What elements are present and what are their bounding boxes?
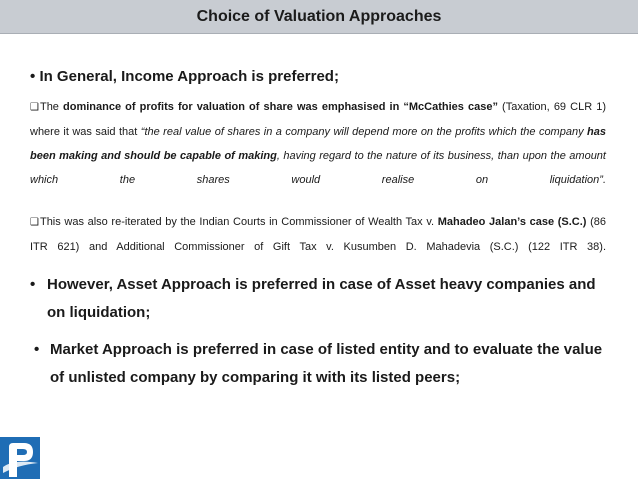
para2-case-name: Mahadeo Jalan’s case (S.C.) <box>437 216 587 228</box>
bullet-asset-text: However, Asset Approach is preferred in case of Asset heavy companies and on liquidation; <box>47 276 596 321</box>
checkbox-bullet-icon: ❑ <box>30 102 39 113</box>
para1-quote-end: , having regard to the nature of its business, than upon the amount which the shares would realise on liquidation”. <box>30 150 606 186</box>
bullet-asset-approach <box>30 271 606 327</box>
para1-citation: (Taxation, 69 CLR 1) where it was said that <box>30 101 607 138</box>
bullet-icon: • <box>34 341 40 358</box>
para1-lead: The <box>39 101 64 113</box>
slide-title: Choice of Valuation Approaches <box>196 7 442 25</box>
bullet-icon: • <box>30 276 36 293</box>
intro-text: In General, Income Approach is preferred; <box>39 68 339 85</box>
paragraph-mccathies <box>30 95 606 192</box>
intro-heading <box>30 68 606 85</box>
paragraph-indian-courts <box>30 210 606 259</box>
slide-content <box>30 68 606 401</box>
bullet-icon: • <box>30 68 36 85</box>
para1-quote: “the real value of shares in a company will depend more on the profits which the company <box>140 126 588 138</box>
company-logo-icon <box>0 437 40 479</box>
title-bar <box>0 0 638 34</box>
para2-lead: This was also re-iterated by the Indian Courts in Commissioner of Wealth Tax v. <box>39 216 438 228</box>
para1-quote-emphasis: has been making and should be capable of making <box>30 126 606 162</box>
para2-rest: (86 ITR 621) and Additional Commissioner of Gift Tax v. Kusumben D. Mahadevia (S.C.) (122 ITR 38). <box>30 216 606 253</box>
bullet-market-approach <box>30 336 606 392</box>
para1-bold-claim: dominance of profits for valuation of share was emphasised in “McCathies case” <box>63 101 498 113</box>
bullet-market-text: Market Approach is preferred in case of listed entity and to evaluate the value of unlisted company by comparing it with its listed peers; <box>50 341 603 386</box>
checkbox-bullet-icon: ❑ <box>30 217 39 228</box>
